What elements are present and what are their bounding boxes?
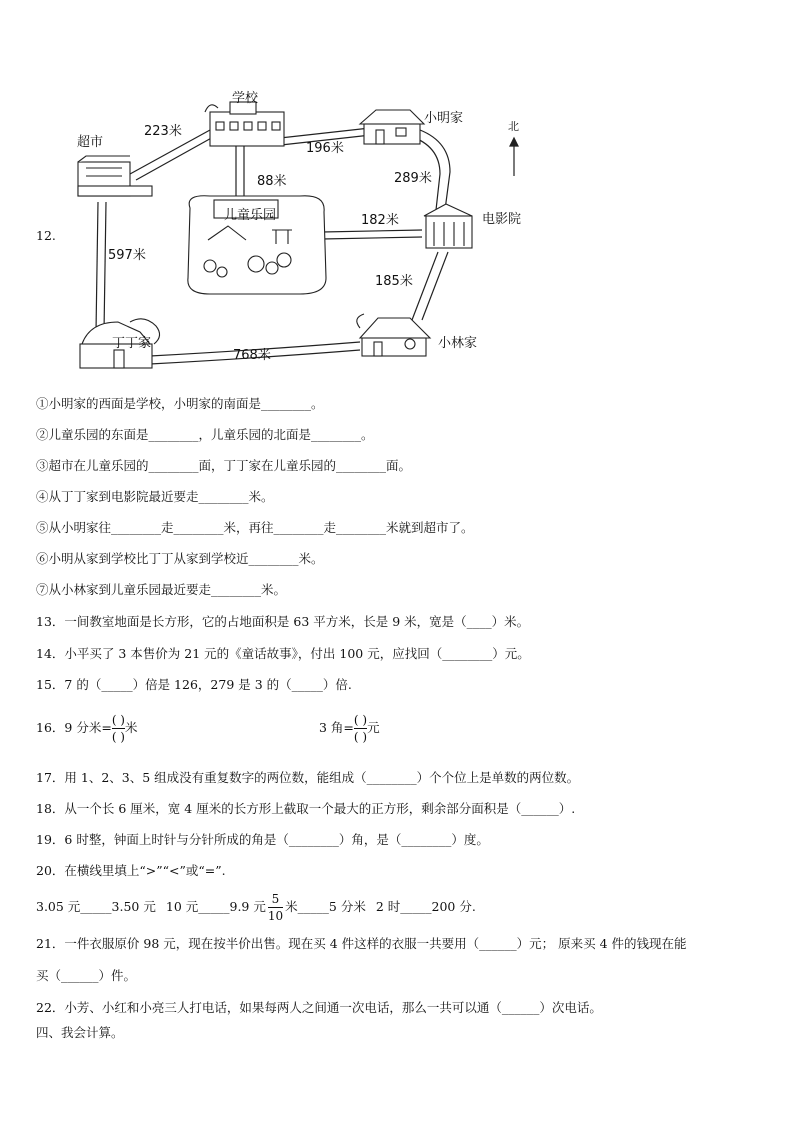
q20-item-b-fraction: [268, 892, 283, 923]
q16-part1-fraction: [112, 713, 125, 744]
label-xiaolin-home: 小林家: [438, 336, 478, 351]
cinema-building-icon: [424, 204, 472, 248]
q16-part2-denominator: ( ): [353, 729, 368, 744]
label-north: 北: [508, 120, 519, 133]
q12-item-7: ⑦从小林家到儿童乐园最近要走________米。: [36, 582, 287, 597]
question-21-line-2: 买（______）件。: [36, 968, 137, 983]
school-building-icon: [205, 102, 284, 146]
question-20-items: [36, 890, 476, 924]
q16-part2-fraction: [354, 713, 367, 744]
distance-dingding-xiaolin: 768米: [233, 348, 271, 363]
q20-item-b-right: 米_____5 分米: [285, 899, 366, 914]
q20-item-a: 3.05 元_____3.50 元: [36, 899, 156, 914]
xiaoming-house-icon: [360, 110, 424, 144]
distance-school-xiaoming: 196米: [306, 141, 344, 156]
question-16: [36, 708, 138, 748]
q12-item-1: ①小明家的西面是学校，小明家的南面是________。: [36, 396, 324, 411]
q12-item-6: ⑥小明从家到学校比丁丁从家到学校近________米。: [36, 551, 324, 566]
q20-b-denominator: 10: [267, 908, 284, 923]
q12-item-2: ②儿童乐园的东面是________，儿童乐园的北面是________。: [36, 427, 374, 442]
q16-number: 16．: [36, 720, 65, 735]
q16-part2-numerator: ( ): [353, 712, 368, 727]
q12-item-5: ⑤从小明家往________走________米，再往________走________米就到超市了。: [36, 520, 474, 535]
question-15: 15．7 的（_____）倍是 126，279 是 3 的（_____）倍.: [36, 677, 352, 692]
label-dingding-home: 丁丁家: [112, 336, 152, 351]
label-playground: 儿童乐园: [224, 208, 277, 223]
question-20-title: 20．在横线里填上“>”“<”或“=”.: [36, 863, 226, 878]
distance-supermarket-school: 223米: [144, 124, 182, 139]
question-13: 13．一间教室地面是长方形，它的占地面积是 63 平方米，长是 9 米，宽是（____）米。: [36, 614, 530, 629]
q20-item-b-left: 10 元_____9.9 元: [165, 899, 266, 914]
q16-part1-unit: 米: [125, 720, 138, 735]
q16-part1-prefix: 9 分米=: [64, 720, 112, 735]
distance-school-playground: 88米: [257, 174, 287, 189]
label-cinema: 电影院: [482, 212, 522, 227]
q20-b-numerator: 5: [271, 891, 280, 906]
distance-supermarket-dingding: 597米: [108, 248, 146, 263]
q16-part2-unit: 元: [367, 720, 380, 735]
q16-part1-denominator: ( ): [111, 729, 125, 744]
q16-part1-numerator: ( ): [111, 712, 125, 727]
xiaolin-house-icon: [357, 314, 430, 356]
question-22: 22．小芳、小红和小亮三人打电话，如果每两人之间通一次电话，那么一共可以通（______）次电话。: [36, 1000, 602, 1015]
section-4-heading: 四、我会计算。: [36, 1025, 124, 1040]
question-18: 18．从一个长 6 厘米，宽 4 厘米的长方形上截取一个最大的正方形，剩余部分面积是（______）.: [36, 801, 576, 816]
question-19: 19．6 时整，钟面上时针与分针所成的角是（________）角，是（________）度。: [36, 832, 489, 847]
distance-xiaoming-cinema: 289米: [394, 171, 432, 186]
distance-cinema-xiaolin: 185米: [375, 274, 413, 289]
question-21-line-1: 21．一件衣服原价 98 元，现在按半价出售。现在买 4 件这样的衣服一共要用（______）元； 原来买 4 件的钱现在能: [36, 936, 687, 951]
q20-item-c: 2 时_____200 分.: [375, 899, 476, 914]
supermarket-building-icon: [78, 156, 152, 196]
question-17: 17．用 1、2、3、5 组成没有重复数字的两位数，能组成（________）个个位上是单数的两位数。: [36, 770, 580, 785]
q16-part2-prefix: 3 角=: [319, 720, 354, 735]
label-supermarket: 超市: [77, 135, 104, 150]
north-arrow-icon: [510, 138, 518, 176]
label-school: 学校: [232, 91, 259, 106]
question-12-number: 12.: [36, 228, 56, 243]
label-xiaoming-home: 小明家: [424, 111, 464, 126]
question-16-part2: [319, 708, 380, 748]
q12-item-3: ③超市在儿童乐园的________面，丁丁家在儿童乐园的________面。: [36, 458, 412, 473]
q12-item-4: ④从丁丁家到电影院最近要走________米。: [36, 489, 274, 504]
distance-playground-cinema: 182米: [361, 213, 399, 228]
question-14: 14．小平买了 3 本售价为 21 元的《童话故事》，付出 100 元，应找回（________）元。: [36, 646, 530, 661]
